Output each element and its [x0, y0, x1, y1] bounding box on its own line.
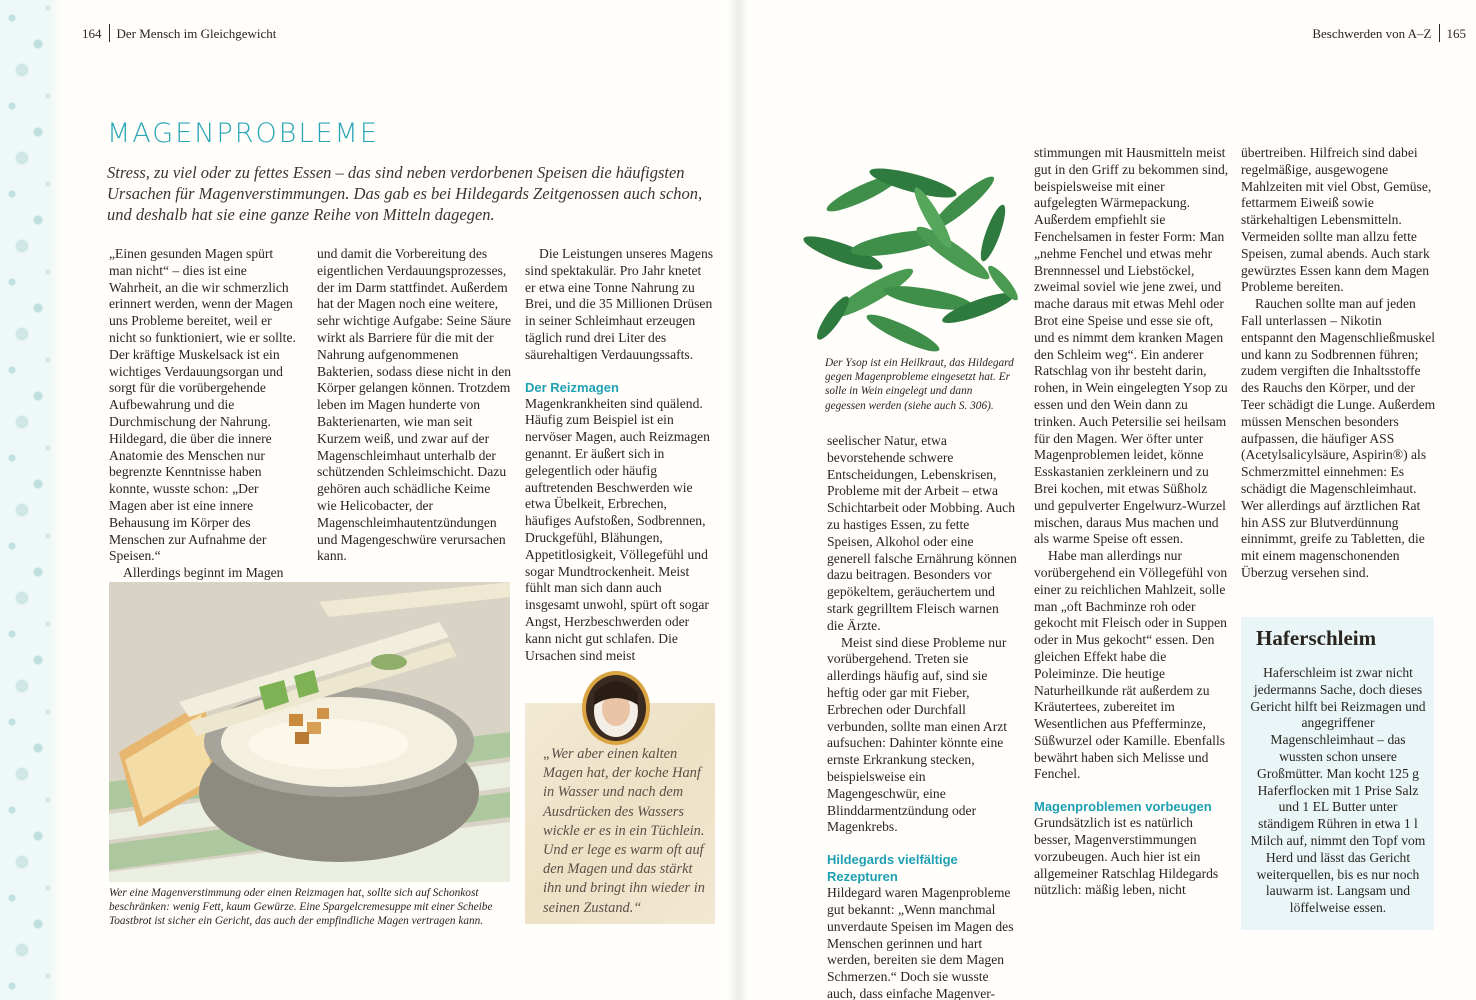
page-spine — [727, 0, 749, 1000]
paragraph: und damit die Vorbereitung des eigentlichen Verdauungsprozesses, der im Darm stattfindet. Außerdem hat der Magen noch eine weitere, sehr wichtige Aufgabe: Seine Säure wirkt als Barriere für die mit der Nahrung aufgenommenen Bakterien, sodass diese nicht in den Körper gelangen können. Trotzdem leben im Magen hunderte von Bakterienarten, wie man seit Kurzem weiß, und zwar auf der Magenschleimhaut unterhalb der schützenden Schleimschicht. Dazu gehören auch schädliche Keime wie Helicobacter, der Magenschleimhautentzündungen und Magengeschwüre verursachen kann. — [317, 246, 512, 564]
page-number-right: 165 — [1446, 26, 1466, 41]
floral-border — [0, 0, 62, 1000]
info-box-text: Haferschleim ist zwar nicht jedermanns Sache, doch dieses Gericht hilft bei Reizmagen und angegriffener Magenschleimhaut – das wussten schon unsere Großmütter. Man kocht 125 g Haferflocken mit 1 Prise Salz und 1 EL Butter unter ständigem Rühren in etwa 1 l Milch auf, nimmt den Topf vom Herd und lässt das Gericht weiterquellen, bis es nur noch lauwarm ist. Langsam und löffelweise essen. — [1250, 665, 1426, 916]
article-title: MAGENPROBLEME — [107, 118, 379, 149]
page-number-left: 164 — [82, 26, 102, 41]
paragraph: Rauchen sollte man auf jeden Fall unterlassen – Nikotin entspannt den Magenschließmuskel und kann zu Sodbrennen führen; zudem vergiften die Inhaltsstoffe des Rauchs den Körper, und der Teer schädigt die Lunge. Außerdem müssen Menschen besonders aufpassen, die häufiger ASS (Acetylsalicylsäure, Aspirin®) als Schmerzmittel einnehmen: Es schädigt die Magenschleimhaut. Wer allerdings auf ärztlichen Rat hin ASS zur Blutverdünnung einnimmt, greife zu Tabletten, die mit einem magenschonenden Überzug versehen sind. — [1241, 296, 1436, 580]
paragraph: Die Leistungen unseres Magens sind spektakulär. Pro Jahr knetet er etwa eine Tonne Nahrung zu Brei, und die 35 Millionen Drüsen in seiner Schleimhaut erzeugen täglich rund drei Liter des säurehaltigen Verdauungssafts. — [525, 246, 714, 362]
hildegard-quote: „Wer aber einen kalten Magen hat, der koche Hanf in Wasser und nach dem Ausdrücken des Wassers wickle er es in ein Tüchlein. Und er lege es warm oft auf den Magen und das stärkt ihn und bringt ihn wieder in seinen Zustand.“ — [543, 746, 705, 916]
paragraph: Habe man allerdings nur vorübergehend ein Völlegefühl von einer zu reichlichen Mahlzeit, solle man „oft Bachminze roh oder gekocht mit Fleisch oder in Suppen oder in Mus gekocht“ essen. Den gleichen Effekt habe die Poleiminze. Die heutige Naturheilkunde rät außerdem zu Kräutertees, zubereitet im Wesentlichen aus Pfefferminze, Süßwurzel oder Kamille. Ebenfalls bewährt haben sich Melisse und Fenchel. — [1034, 548, 1228, 782]
text-column-1 — [109, 246, 299, 599]
hyssop-photo-caption: Der Ysop ist ein Heilkraut, das Hildegard gegen Magenprobleme eingesetzt hat. Er solle in Wein eingelegt und dann gegessen werden (siehe auch S. 306). — [825, 357, 1014, 412]
subheading-reizmagen: Der Reizmagen — [525, 379, 619, 395]
paragraph: Hildegard waren Magenprobleme gut bekannt: „Wenn manchmal unverdaute Speisen im Magen des Menschen gerinnen und hart werden, bereiten sie dem Magen Schmerzen.“ Doch sie wusste auch, dass einfache Magenver- — [827, 885, 1014, 1000]
text-column-4 — [827, 433, 1017, 1000]
article-intro: Stress, zu viel oder zu fettes Essen – das sind neben verdorbenen Speisen die häufigsten Ursachen für Magenverstimmungen. Das gab es bei Hildegards Zeitgenossen auch schon, und deshalb hat sie eine ganze Reihe von Mitteln dagegen. — [107, 163, 703, 224]
subheading-vorbeugen: Magenproblemen vorbeugen — [1034, 799, 1212, 815]
soup-photo — [109, 582, 510, 882]
chapter-title-left: Der Mensch im Gleichgewicht — [116, 26, 277, 41]
hildegard-portrait — [580, 669, 652, 747]
chapter-title-right: Beschwerden von A–Z — [1312, 26, 1432, 41]
header-divider — [1439, 24, 1440, 42]
running-head-left — [82, 24, 276, 42]
paragraph: Allerdings beginnt im Magen — [123, 565, 284, 581]
paragraph: Grundsätzlich ist es natürlich besser, Magenverstimmungen vorzubeugen. Auch hier ist ein allgemeiner Ratschlag Hildegards nützlich: mäßig leben, nicht — [1034, 815, 1219, 898]
paragraph: seelischer Natur, etwa bevorstehende schwere Entscheidungen, Lebenskrisen, Probleme mit der Arbeit – etwa Schichtarbeit oder Mobbing. Auch zu hastiges Essen, zu fette Speisen, Alkohol oder eine generell falsche Ernährung können dazu beitragen. Besonders vor gepökeltem, geräuchertem und stark gegrilltem Fleisch warnen die Ärzte. — [827, 433, 1017, 633]
paragraph: stimmungen mit Hausmitteln meist gut in den Griff zu bekommen sind, beispielsweise mit einer aufgelegten Wärmepackung. Außerdem empfiehlt sie Fenchelsamen in fester Form: Man „nehme Fenchel und etwas mehr Brennnessel und Liebstöckel, zweimal soviel wie jene zwei, und mache daraus mit etwas Mehl oder Brot eine Speise und esse sie oft, und es nimmt dem kranken Magen den Schleim weg“. Ein anderer Ratschlag von ihr besteht darin, rohen, in Wein eingelegten Ysop zu essen und den Wein dann zu trinken. Auch Petersilie sei heilsam für den Magen. Wer öfter unter Magenproblemen leidet, könne Esskastanien zerkleinern und zu Brei kochen, mit etwas Süßholz und gepulverter Engelwurz-Wurzel mischen, daraus Mus machen und als warme Speise oft essen. — [1034, 145, 1229, 547]
hyssop-photo — [803, 143, 1026, 363]
subheading-rezepturen: Hildegards vielfältige Rezepturen — [827, 852, 958, 885]
paragraph: „Einen gesunden Magen spürt man nicht“ – dies ist eine Wahrheit, an die wir schmerzlich erinnert werden, wenn der Magen uns Probleme bereitet, weil er nicht so funktioniert, wie er sollte. Der kräftige Muskelsack ist ein wichtiges Verdauungsorgan und sorgt für die vorübergehende Aufbewahrung und die Durchmischung der Nahrung. Hildegard, die über die innere Anatomie des Menschen nur begrenzte Kenntnisse haben konnte, wusste schon: „Der Magen aber ist eine innere Behausung im Körper des Menschen zur Aufnahme der Speisen.“ — [109, 246, 296, 564]
text-column-3 — [525, 246, 715, 664]
text-column-5 — [1034, 145, 1230, 899]
running-head-right — [1312, 24, 1466, 42]
paragraph: übertreiben. Hilfreich sind dabei regelmäßige, ausgewogene Mahlzeiten mit viel Obst, Gemüse, fettarmem Eiweiß sowie stärkehaltigen Lebensmitteln. Vermeiden sollte man allzu fette Speisen, zumal abends. Auch stark gewürztes Essen kann dem Magen Probleme bereiten. — [1241, 145, 1432, 295]
header-divider — [109, 24, 110, 42]
soup-photo-caption: Wer eine Magenverstimmung oder einen Reizmagen hat, sollte sich auf Schonkost beschränken: wenig Fett, kaum Gewürze. Eine Spargelcremesuppe mit einer Scheibe Toastbrot ist sicher ein Gericht, das auch der empfindliche Magen vertragen kann. — [109, 887, 493, 928]
paragraph: Magenkrankheiten sind quälend. Häufig zum Beispiel ist ein nervöser Magen, auch Reizmagen genannt. Er äußert sich in gelegentlich oder häufig auftretenden Beschwerden wie etwa Übelkeit, Erbrechen, häufiges Aufstoßen, Sodbrennen, Druckgefühl, Blähungen, Appetitlosigkeit, Völlegefühl und sogar Mundtrockenheit. Meist fühlt man sich dann auch insgesamt unwohl, spürt oft sogar Angst, Herzbeschwerden oder kann nicht gut schlafen. Die Ursachen sind meist — [525, 395, 710, 663]
text-column-6 — [1241, 145, 1437, 582]
info-box-title: Haferschleim — [1256, 626, 1377, 650]
paragraph: Meist sind diese Probleme nur vorübergehend. Treten sie allerdings häufig auf, sind sie heftig oder gar mit Fieber, Erbrechen oder Durchfall verbunden, sollte man einen Arzt aufsuchen: Dahinter könnte eine ernste Erkrankung stecken, beispielsweise ein Magengeschwür, eine Blinddarmentzündung oder Magenkrebs. — [827, 634, 1008, 835]
text-column-2 — [317, 246, 513, 565]
